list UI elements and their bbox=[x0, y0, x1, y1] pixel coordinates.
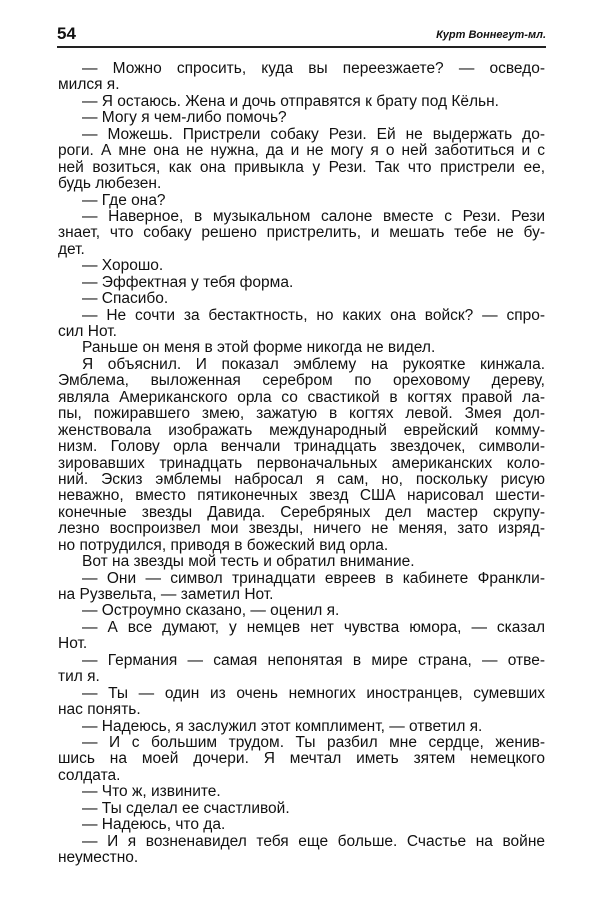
text-line: солдата. bbox=[58, 766, 121, 784]
text-line: неважно, вместо пятиконечных звезд США нарисовал шести- bbox=[58, 487, 545, 505]
text-line: на Рузвельта, — заметил Нот. bbox=[58, 586, 274, 603]
text-line: Раньше он меня в этой форме никогда не видел. bbox=[82, 339, 436, 357]
paragraph bbox=[58, 554, 545, 570]
text-line: тил я. bbox=[58, 668, 100, 686]
text-line: — И с большим трудом. Ты разбил мне сердце, женив- bbox=[82, 733, 545, 751]
text-line: конечные звезды Давида. Серебряных дел мастер скрупу- bbox=[58, 503, 545, 521]
text-line: лезно воспроизвел мои звезды, ничего не меняя, зато изряд- bbox=[58, 520, 545, 538]
page-number: 54 bbox=[57, 24, 76, 43]
text-line: — Надеюсь, что да. bbox=[82, 816, 226, 834]
body-text bbox=[58, 61, 545, 866]
paragraph bbox=[58, 834, 545, 867]
text-line: — Они — символ тринадцати евреев в кабинете Франкли- bbox=[82, 569, 545, 587]
text-line: — Ты — один из очень немногих иностранцев, сумевших bbox=[82, 684, 545, 702]
text-line: роги. А мне она не нужна, да и не могу я о ней заботиться и с bbox=[58, 142, 545, 160]
paragraph bbox=[58, 193, 545, 209]
text-line: будь любезен. bbox=[58, 175, 162, 193]
text-line: сил Нот. bbox=[58, 323, 117, 340]
text-line: ней возиться, как она привыкла у Рези. Так что пристрели ее, bbox=[58, 158, 545, 176]
paragraph bbox=[58, 801, 545, 817]
paragraph bbox=[58, 620, 545, 653]
page-header bbox=[57, 24, 546, 48]
paragraph bbox=[58, 735, 545, 784]
text-line: женствовала изображать международный еврейский комму- bbox=[58, 421, 545, 439]
text-line: — А все думают, у немцев нет чувства юмора, — сказал bbox=[82, 618, 545, 636]
text-line: дет. bbox=[58, 240, 85, 258]
text-line: — Эффектная у тебя форма. bbox=[82, 273, 294, 291]
paragraph bbox=[58, 571, 545, 604]
text-line: неуместно. bbox=[58, 849, 139, 866]
text-line: — Не сочти за бестактность, но каких она войск? — спро- bbox=[82, 306, 545, 324]
text-line: Я объяснил. И показал эмблему на рукоятке кинжала. bbox=[82, 355, 545, 373]
text-line: мился я. bbox=[58, 76, 120, 94]
text-line: — Надеюсь, я заслужил этот комплимент, — ответил я. bbox=[82, 717, 483, 735]
text-line: — Я остаюсь. Жена и дочь отправятся к брату под Кёльн. bbox=[82, 92, 499, 110]
text-line: пы, пожиравшего змею, зажатую в когтях левой. Змея дол- bbox=[58, 405, 545, 423]
text-line: — Германия — самая непонятая в мире страна, — отве- bbox=[82, 651, 545, 669]
paragraph bbox=[58, 308, 545, 341]
text-line: — Могу я чем-либо помочь? bbox=[82, 109, 287, 127]
paragraph bbox=[58, 340, 545, 356]
text-line: знает, что собаку решено пристрелить, и мешать тебе не бу- bbox=[58, 224, 545, 242]
text-line: ний. Эскиз эмблемы набросал я сам, но, поскольку рисую bbox=[58, 470, 545, 488]
text-line: Нот. bbox=[58, 635, 88, 653]
paragraph bbox=[58, 110, 545, 126]
paragraph bbox=[58, 653, 545, 686]
text-line: но потрудился, приводя в божеский вид орла. bbox=[58, 536, 389, 554]
running-head: Курт Воннегут-мл. bbox=[436, 29, 546, 41]
text-line: — Что ж, извините. bbox=[82, 783, 221, 801]
text-line: — Хорошо. bbox=[82, 257, 164, 275]
text-line: — Спасибо. bbox=[82, 290, 169, 308]
text-line: низм. Голову орла венчали тринадцать звездочек, символи- bbox=[58, 438, 545, 456]
paragraph bbox=[58, 61, 545, 94]
paragraph bbox=[58, 275, 545, 291]
text-line: — Остроумно сказано, — оценил я. bbox=[82, 602, 340, 620]
text-line: шись на моей дочери. Я мечтал иметь зятем немецкого bbox=[58, 750, 545, 768]
paragraph bbox=[58, 209, 545, 258]
text-line: — Наверное, в музыкальном салоне вместе с Рези. Рези bbox=[82, 207, 545, 225]
text-line: являла Американского орла со свастикой в когтях правой ла- bbox=[58, 388, 545, 406]
text-line: Вот на звезды мой тесть и обратил внимание. bbox=[82, 553, 415, 571]
paragraph bbox=[58, 258, 545, 274]
text-line: зировавших тринадцать первоначальных американских коло- bbox=[58, 454, 545, 472]
text-line: Эмблема, выложенная серебром по ореховому дереву, bbox=[58, 372, 545, 390]
text-line: — Где она? bbox=[82, 191, 166, 209]
paragraph bbox=[58, 784, 545, 800]
paragraph bbox=[58, 291, 545, 307]
paragraph bbox=[58, 94, 545, 110]
text-line: — И я возненавидел тебя еще больше. Счастье на войне bbox=[82, 832, 545, 850]
paragraph bbox=[58, 603, 545, 619]
paragraph bbox=[58, 357, 545, 554]
text-line: — Ты сделал ее счастливой. bbox=[82, 799, 290, 817]
text-line: — Можно спросить, куда вы переезжаете? — осведо- bbox=[82, 60, 545, 77]
paragraph bbox=[58, 127, 545, 193]
paragraph bbox=[58, 817, 545, 833]
paragraph bbox=[58, 719, 545, 735]
text-line: — Можешь. Пристрели собаку Рези. Ей не выдержать до- bbox=[82, 125, 545, 143]
paragraph bbox=[58, 686, 545, 719]
text-line: нас понять. bbox=[58, 701, 141, 719]
